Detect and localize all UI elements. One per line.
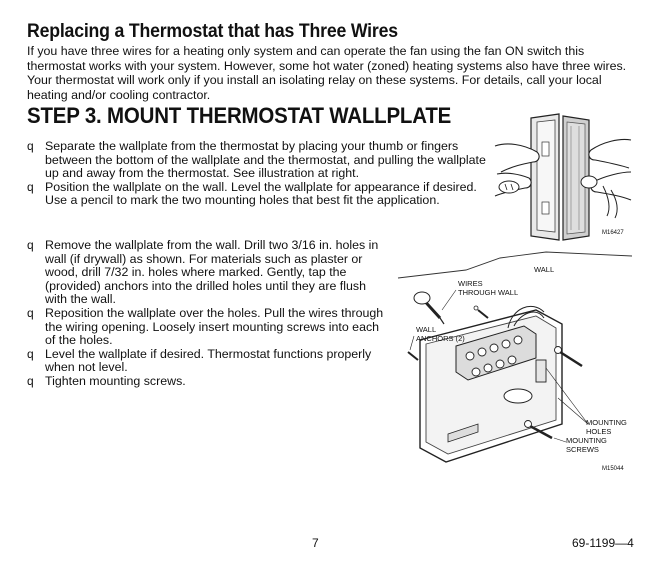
label-wall: WALL <box>534 265 555 274</box>
figure1-code: M16427 <box>602 230 624 236</box>
separate-wallplate-illustration <box>493 112 633 242</box>
bullet-marker: q <box>27 373 34 388</box>
list-item <box>27 140 490 181</box>
list-item-text: Separate the wallplate from the thermostat by placing your thumb or fingers between the bottom of the wallplate and the thermostat, and pulling the wallplate up and away from the thermostat. See illustration at right. <box>45 139 486 181</box>
list-item <box>27 375 387 389</box>
list-item-text: Remove the wallplate from the wall. Drill two 3/16 in. holes in wall (if drywall) as shown. For materials such as plaster or wood, drill 7/32 in. holes where marked. Gently, tap the (provided) anchors into the drilled holes until they are flush with the wall. <box>45 238 379 307</box>
section-title: Replacing a Thermostat that has Three Wires <box>27 21 398 42</box>
bullet-marker: q <box>27 139 34 153</box>
bullet-marker: q <box>27 179 34 194</box>
intro-paragraph: If you have three wires for a heating only system and can operate the fan using the fan ON switch this thermostat works with your system. However, some hot water (zoned) heating systems also have three wires. Your thermostat will work only if you install an isolating relay on these systems. For details, call your local heating and/or cooling contractor. <box>27 44 627 102</box>
label-holes-1: MOUNTING <box>586 418 627 427</box>
instruction-list-b <box>27 239 387 389</box>
list-item-text: Level the wallplate if desired. Thermostat functions properly when not level. <box>45 346 372 375</box>
list-item <box>27 348 387 375</box>
label-holes-2: HOLES <box>586 427 612 436</box>
label-screws-1: MOUNTING <box>566 436 607 445</box>
document-number: 69-1199—4 <box>572 536 634 550</box>
label-screws-2: SCREWS <box>566 445 599 454</box>
label-anchors-2: ANCHORS (2) <box>416 334 465 343</box>
label-wires-2: THROUGH WALL <box>458 288 519 297</box>
bullet-marker: q <box>27 238 34 252</box>
label-anchors-1: WALL <box>416 325 437 334</box>
figure2-code: M15044 <box>602 466 624 472</box>
list-item-text: Reposition the wallplate over the holes. Pull the wires through the wiring opening. Loosely insert mounting screws into each of the holes. <box>45 305 384 348</box>
hands-separating-thermostat-icon <box>493 112 633 242</box>
step-title: STEP 3. MOUNT THERMOSTAT WALLPLATE <box>27 103 452 128</box>
list-item <box>27 307 387 348</box>
list-item-text: Position the wallplate on the wall. Level the wallplate for appearance if desired. Use a pencil to mark the two mounting holes that best fit the application. <box>45 179 477 208</box>
bullet-marker: q <box>27 305 34 320</box>
list-item <box>27 239 387 307</box>
page-number: 7 <box>312 536 319 550</box>
label-wires-1: WIRES <box>458 279 483 288</box>
wallplate-mounting-illustration <box>396 248 636 478</box>
list-item <box>27 181 490 208</box>
instruction-list-a <box>27 140 490 208</box>
bullet-marker: q <box>27 346 34 361</box>
list-item-text: Tighten mounting screws. <box>45 373 186 388</box>
